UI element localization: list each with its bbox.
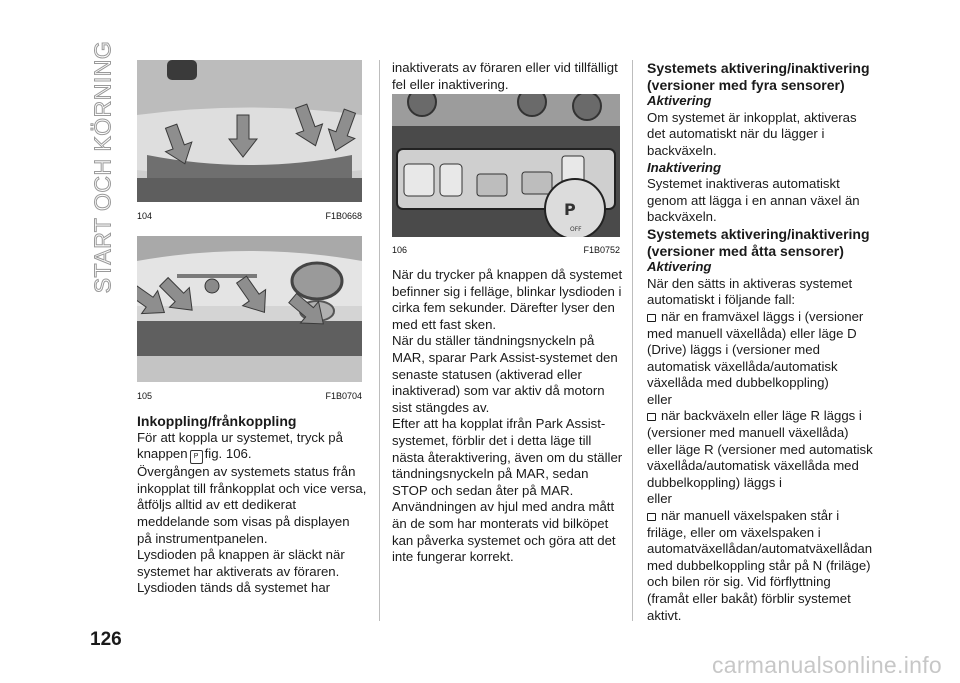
bullet-item: när manuell växelspaken står i friläge, eller om växelspaken i automatväxellådan/automatväxellådan med dubbelkoppling står på N (friläge) och bilen rör sig. Vid förflyttning (framåt eller bakåt) förblir systemet aktivt. (647, 508, 873, 623)
figure-number: 104 (137, 211, 153, 221)
column-divider (632, 60, 633, 621)
figure-number: 105 (137, 391, 153, 401)
figure-number: 106 (392, 245, 408, 255)
subheading-aktivering: Aktivering (647, 93, 712, 109)
bullet-square-icon (647, 413, 656, 421)
figure-106-image (392, 94, 620, 237)
figure-104-image (137, 60, 362, 202)
page-number: 126 (90, 629, 122, 650)
figure-106-caption (392, 245, 620, 255)
column-2-top-text: inaktiverats av föraren eller vid tillfälligt fel eller inaktivering. (392, 60, 618, 92)
figure-104-caption (137, 211, 362, 221)
bullet-item: när backväxeln eller läge R läggs i (versioner med manuell växellåda) eller läge R (versioner med automatisk växellåda/automatisk växellåda med dubbelkoppling) läggs i (647, 408, 873, 490)
section-title: START OCH KÖRNING (89, 40, 116, 294)
paragraph: För att koppla ur systemet, tryck på knappen P fig. 106. (137, 430, 367, 465)
svg-text:P: P (564, 200, 576, 219)
subheading-aktivering: Aktivering (647, 259, 712, 275)
heading-four-sensors: Systemets aktivering/inaktivering (versioner med fyra sensorer) (647, 60, 870, 93)
heading-inkoppling: Inkoppling/frånkoppling (137, 413, 297, 429)
paragraph: Lysdioden på knappen är släckt när systemet har aktiverats av föraren. Lysdioden tänds då systemet har (137, 547, 345, 596)
paragraph: Efter att ha kopplat ifrån Park Assist-systemet, förblir det i detta läge till nästa återaktivering, även om du ställer tändningsnyckeln på MAR, sedan STOP och sedan åter på MAR. (392, 416, 623, 498)
figure-code: F1B0668 (325, 211, 362, 221)
paragraph: När du ställer tändningsnyckeln på MAR, sparar Park Assist-systemet den senaste statusen (aktiverad eller inaktiverad) som var aktiv då motorn sist stängdes av. (392, 333, 618, 415)
bullet-square-icon (647, 314, 656, 322)
figure-code: F1B0752 (583, 245, 620, 255)
paragraph: Om systemet är inkopplat, aktiveras det automatiskt när du lägger i backväxeln. (647, 109, 857, 158)
paragraph: När den sätts in aktiveras systemet automatiskt i följande fall: (647, 275, 853, 308)
bullet-item: när en framväxel läggs i (versioner med manuell växellåda) eller läge D (Drive) läggs i (versioner med automatisk växellåda/automatisk växellåda med dubbelkoppling) (647, 308, 864, 391)
column-1-text (137, 413, 367, 597)
figure-105-image (137, 236, 362, 382)
subheading-inaktivering: Inaktivering (647, 159, 722, 175)
figure-105-caption (137, 391, 362, 401)
bullet-square-icon (647, 513, 656, 521)
heading-eight-sensors: Systemets aktivering/inaktivering (versioner med åtta sensorer) (647, 225, 870, 259)
paragraph: eller (647, 491, 672, 507)
park-assist-button-icon: P (190, 450, 203, 464)
watermark: carmanualsonline.info (711, 652, 942, 678)
svg-text:OFF: OFF (570, 226, 582, 233)
column-2-text (392, 267, 624, 566)
column-divider (379, 60, 380, 621)
paragraph: eller (647, 391, 672, 407)
paragraph: Övergången av systemets status från inkopplat till frånkopplat och vice versa, åtföljs alltid av ett dedikerat meddelande som visas på displayen på instrumentpanelen. (137, 464, 367, 546)
column-3-text (647, 60, 875, 624)
paragraph: När du trycker på knappen då systemet befinner sig i felläge, blinkar lysdioden i cirka fem sekunder. Därefter lyser den med ett fast sken. (392, 267, 623, 332)
figure-code: F1B0704 (325, 391, 362, 401)
paragraph: Systemet inaktiveras automatiskt genom att lägga i en annan växel än backväxeln. (647, 176, 860, 225)
paragraph: Användningen av hjul med andra mått än de som har monterats vid bilköpet kan påverka systemet och göra att det inte fungerar korrekt. (392, 499, 616, 565)
